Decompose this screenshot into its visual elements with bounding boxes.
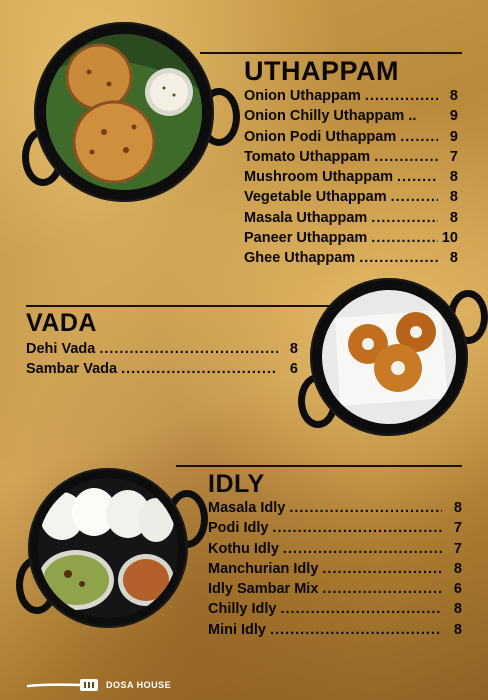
menu-item-price: 8 (449, 169, 458, 186)
menu-item-price: 8 (449, 189, 458, 206)
menu-item-price: 8 (449, 209, 458, 226)
idly-dish-image (36, 476, 180, 620)
menu-item-price: 7 (453, 540, 462, 557)
menu-item (244, 230, 458, 250)
menu-item-price: 6 (453, 581, 462, 598)
menu-item-name: Podi Idly (208, 520, 269, 537)
menu-item (244, 108, 458, 128)
menu-item-name: Tomato Uthappam (244, 148, 371, 165)
menu-item-name: Idly Sambar Mix (208, 581, 319, 598)
dot-leader (391, 189, 438, 205)
dot-leader (397, 169, 438, 185)
dot-leader (121, 361, 278, 377)
menu-item-name: Chilly Idly (208, 601, 277, 618)
uthappam-top-rule (200, 52, 462, 54)
menu-item-price: 8 (453, 621, 462, 638)
menu-item-name: Onion Uthappam (244, 88, 361, 104)
idly-top-rule (176, 465, 462, 467)
menu-item (208, 601, 462, 621)
menu-item-name: Onion Chilly Uthappam .. (244, 108, 417, 125)
uthappam-item-list (244, 88, 458, 271)
menu-item-name: Mushroom Uthappam (244, 169, 394, 186)
menu-item-name: Ghee Uthappam (244, 250, 356, 267)
dot-leader (374, 149, 438, 165)
vada-dish-image (320, 288, 458, 426)
menu-item-price: 7 (449, 148, 458, 165)
idly-heading: IDLY (208, 470, 265, 498)
menu-item-price: 8 (449, 250, 458, 267)
dot-leader (281, 601, 443, 617)
menu-item (244, 169, 458, 189)
dot-leader (322, 581, 442, 597)
idly-item-list (208, 500, 462, 642)
dot-leader (365, 88, 438, 104)
menu-item-name: Paneer Uthappam (244, 230, 368, 247)
dot-leader (400, 129, 438, 145)
dot-leader (272, 520, 442, 536)
dot-leader (289, 500, 442, 516)
menu-item-price: 9 (449, 128, 458, 145)
menu-item-price: 7 (453, 520, 462, 537)
brand-name: DOSA HOUSE (106, 680, 172, 690)
dot-leader (371, 230, 438, 246)
menu-item (244, 189, 458, 209)
menu-item-price: 8 (453, 500, 462, 516)
menu-item-name: Kothu Idly (208, 540, 279, 557)
menu-item-price: 8 (453, 560, 462, 577)
dot-leader (270, 622, 442, 638)
menu-item-name: Masala Idly (208, 500, 286, 516)
menu-item-price: 8 (449, 88, 458, 104)
vada-item-list (26, 341, 298, 382)
menu-item-price: 9 (449, 108, 458, 125)
menu-item (208, 541, 462, 561)
menu-item-name: Mini Idly (208, 621, 266, 638)
menu-item-name: Sambar Vada (26, 361, 118, 378)
menu-item (244, 250, 458, 270)
menu-item (208, 520, 462, 540)
menu-item (208, 500, 462, 520)
dot-leader (283, 541, 442, 557)
menu-item-price: 8 (453, 601, 462, 618)
uthappam-dish-image (44, 32, 204, 192)
vada-top-rule (26, 305, 332, 307)
menu-item (244, 210, 458, 230)
menu-item-name: Masala Uthappam (244, 209, 368, 226)
dot-leader (322, 561, 442, 577)
menu-item-name: Manchurian Idly (208, 560, 319, 577)
menu-item (244, 88, 458, 108)
spatula-icon (26, 678, 102, 692)
menu-item-price: 6 (289, 361, 298, 378)
menu-item (208, 622, 462, 642)
menu-item-price: 8 (289, 341, 298, 357)
menu-item-name: Dehi Vada (26, 341, 96, 357)
menu-item (208, 561, 462, 581)
menu-item (244, 149, 458, 169)
vada-heading: VADA (26, 309, 97, 337)
menu-item (244, 129, 458, 149)
brand-logo (26, 678, 171, 692)
uthappam-heading: UTHAPPAM (244, 56, 399, 86)
menu-item (26, 361, 298, 381)
dot-leader (99, 341, 278, 357)
menu-item-name: Vegetable Uthappam (244, 189, 387, 206)
menu-item-name: Onion Podi Uthappam (244, 128, 397, 145)
dot-leader (371, 210, 438, 226)
menu-item-price: 10 (441, 230, 458, 247)
dot-leader (359, 250, 438, 266)
menu-item (208, 581, 462, 601)
menu-item (26, 341, 298, 361)
